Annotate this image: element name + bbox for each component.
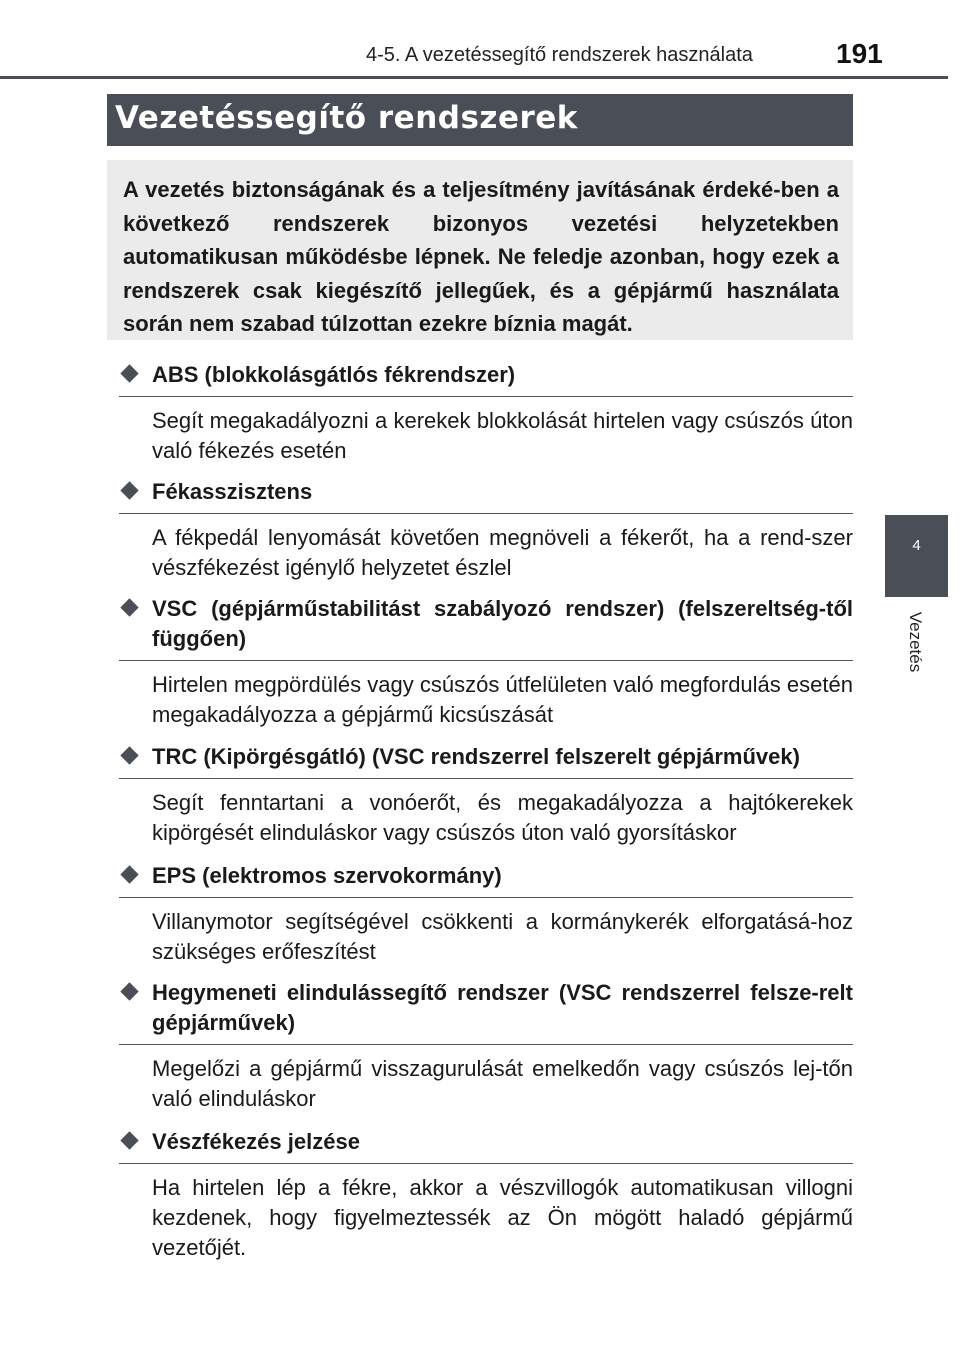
item-description: Segít megakadályozni a kerekek blokkolását hirtelen vagy csúszós úton való fékezés esetén <box>152 408 853 463</box>
chapter-number: 4 <box>912 537 921 554</box>
item-title: TRC (Kipörgésgátló) (VSC rendszerrel felszerelt gépjárművek) <box>152 744 800 769</box>
item-description: Megelőzi a gépjármű visszagurulását emelkedőn vagy csúszós lej-tőn való elinduláskor <box>152 1056 853 1111</box>
page-number: 191 <box>836 38 883 69</box>
chapter-label: Vezetés <box>906 611 925 673</box>
list-item-abs <box>119 360 853 466</box>
diamond-bullet-icon <box>120 481 138 499</box>
chapter-tab <box>885 515 948 597</box>
item-heading <box>119 594 853 661</box>
item-description: Villanymotor segítségével csökkenti a kormánykerék elforgatásá-hoz szükséges erőfeszítést <box>152 909 853 964</box>
item-description: Segít fenntartani a vonóerőt, és megakadályozza a hajtókerekek kipörgését elinduláskor vagy csúszós úton való gyorsításkor <box>152 790 853 845</box>
diamond-bullet-icon <box>120 865 138 883</box>
list-item-trc <box>119 742 853 848</box>
list-item-hill-start-assist <box>119 978 853 1114</box>
intro-text: A vezetés biztonságának és a teljesítmény javításának érdeké-ben a következő rendszerek bizonyos vezetési helyzetekben automatikusan működésbe lépnek. Ne feledje azonban, hogy ezek a rendszerek csak kiegészítő jellegűek, és a gépjármű használata során nem szabad túlzottan ezekre bíznia magát. <box>123 177 839 336</box>
header-section-title: 4-5. A vezetéssegítő rendszerek használata <box>366 44 753 66</box>
section-title-bar <box>107 94 853 146</box>
list-item-brake-assist <box>119 477 853 583</box>
item-title: VSC (gépjárműstabilitást szabályozó rendszer) (felszereltség-től függően) <box>152 596 853 651</box>
header-rule <box>0 76 948 79</box>
item-title: Fékasszisztens <box>152 479 313 504</box>
item-title: Hegymeneti elindulássegítő rendszer (VSC rendszerrel felsze-relt gépjárművek) <box>152 980 853 1035</box>
item-heading <box>119 978 853 1045</box>
diamond-bullet-icon <box>120 1131 138 1149</box>
list-item-emergency-brake-signal <box>119 1127 853 1263</box>
diamond-bullet-icon <box>120 746 138 764</box>
item-title: Vészfékezés jelzése <box>152 1129 360 1154</box>
item-description: Ha hirtelen lép a fékre, akkor a vészvillogók automatikusan villogni kezdenek, hogy figyelmeztessék az Ön mögött haladó gépjármű vezetőjét. <box>152 1175 853 1260</box>
item-heading <box>119 360 853 397</box>
item-heading <box>119 477 853 514</box>
item-heading <box>119 861 853 898</box>
item-description: A fékpedál lenyomását követően megnöveli a fékerőt, ha a rend-szer vészfékezést igénylő helyzetet észlel <box>152 525 853 580</box>
diamond-bullet-icon <box>120 982 138 1000</box>
diamond-bullet-icon <box>120 598 138 616</box>
intro-box <box>107 160 853 340</box>
item-heading <box>119 1127 853 1164</box>
item-title: ABS (blokkolásgátlós fékrendszer) <box>152 362 516 387</box>
list-item-vsc <box>119 594 853 730</box>
item-description: Hirtelen megpördülés vagy csúszós útfelületen való megfordulás esetén megakadályozza a gépjármű kicsúszását <box>152 672 853 727</box>
page-title: Vezetéssegítő rendszerek <box>115 100 578 136</box>
diamond-bullet-icon <box>120 364 138 382</box>
list-item-eps <box>119 861 853 967</box>
item-title: EPS (elektromos szervokormány) <box>152 863 502 888</box>
item-heading <box>119 742 853 779</box>
